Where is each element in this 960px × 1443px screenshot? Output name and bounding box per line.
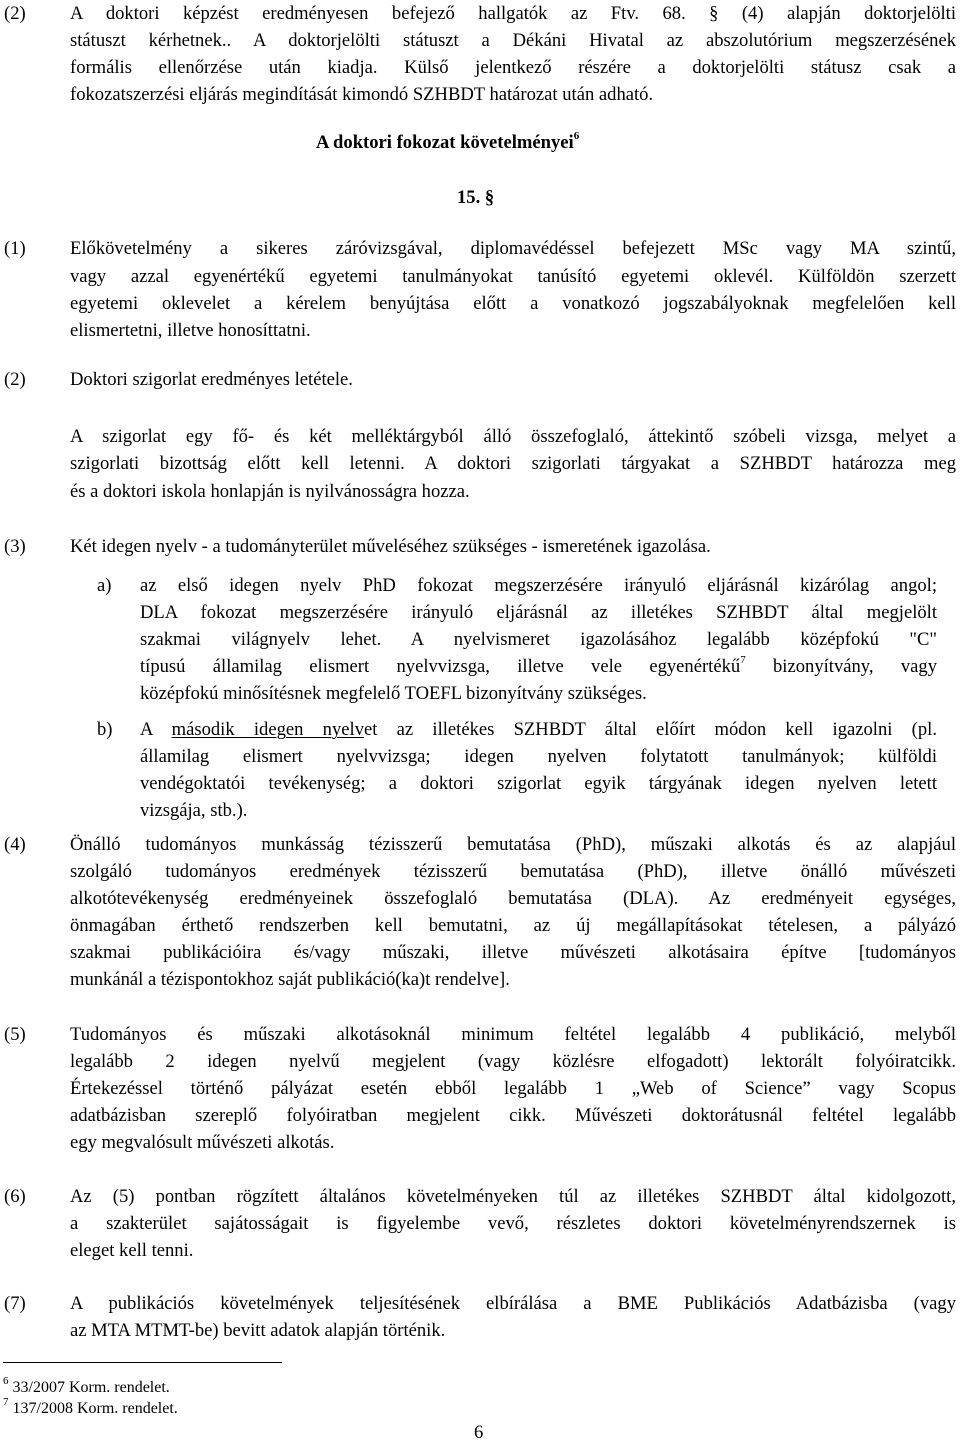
- paragraph-number: (2): [4, 3, 26, 24]
- list-item-line: vendégoktatói tevékenység; a doktori szigorlat egyik tárgyának idegen nyelven letett: [140, 773, 937, 794]
- list-item-line: vizsgája, stb.).: [140, 800, 248, 821]
- footnote-separator: [3, 1362, 282, 1363]
- paragraph-line: Értekezéssel történő pályázat esetén ebből legalább 1 „Web of Science” vagy Scopus: [70, 1078, 956, 1099]
- paragraph-line: és a doktori iskola honlapján is nyilvánosságra hozza.: [70, 481, 470, 502]
- list-item-line: [140, 721, 937, 740]
- paragraph-line: Az (5) pontban rögzített általános követelményeken túl az illetékes SZHBDT által kidolgozott,: [70, 1186, 956, 1207]
- paragraph-line: formális ellenőrzése után kiadja. Külső jelentkező részére a doktorjelölti státusz csak a: [70, 57, 956, 78]
- footnote-marker: 7: [3, 1395, 9, 1408]
- paragraph-line: a szakterület sajátosságait is figyelembe vevő, részletes doktori követelményrendszernek is: [70, 1213, 956, 1234]
- list-item-line: középfokú minősítésnek megfelelő TOEFL bizonyítvány szükséges.: [140, 683, 647, 704]
- paragraph-line: Tudományos és műszaki alkotásoknál minimum feltétel legalább 4 publikáció, melyből: [70, 1024, 956, 1045]
- paragraph-line: szolgáló tudományos eredmények tézisszerű bemutatása (PhD), illetve önálló művészeti: [70, 861, 956, 882]
- list-label: a): [97, 575, 112, 596]
- footnote: [3, 1374, 170, 1396]
- underlined-phrase: második idegen nyelv: [171, 719, 364, 740]
- paragraph-line: legalább 2 idegen nyelvű megjelent (vagy közlésre elfogadott) lektorált folyóiratcikk.: [70, 1051, 956, 1072]
- paragraph-line: elismertetni, illetve honosíttatni.: [70, 320, 311, 341]
- footnote-ref: 6: [573, 129, 580, 142]
- paragraph-line: vagy azzal egyenértékű egyetemi tanulmányokat tanúsító egyetemi oklevél. Külföldön szerzett: [70, 266, 956, 287]
- line-segment: A: [140, 719, 172, 740]
- paragraph-line: önmagában érthető rendszerben kell bemutatni, az új megállapításokat tételesen, a pályázó: [70, 915, 956, 936]
- paragraph-number: (1): [4, 238, 26, 259]
- paragraph-number: (4): [4, 834, 26, 855]
- paragraph-line: Önálló tudományos munkásság tézisszerű bemutatása (PhD), műszaki alkotás és az alapjául: [70, 834, 956, 855]
- paragraph-number: (5): [4, 1024, 26, 1045]
- footnote: [3, 1395, 178, 1417]
- footnote-marker: 6: [3, 1374, 9, 1387]
- section-heading: [316, 129, 580, 153]
- paragraph-line: státuszt kérhetnek.. A doktorjelölti státuszt a Dékáni Hivatal az abszolutórium megszerzésének: [70, 30, 956, 51]
- paragraph-line: A szigorlat egy fő- és két melléktárgyból álló összefoglaló, áttekintő szóbeli vizsga, melyet a: [70, 426, 956, 447]
- heading-text: A doktori fokozat követelményei: [316, 132, 574, 153]
- section-number: 15. §: [457, 187, 495, 208]
- paragraph-line: fokozatszerzési eljárás megindítását kimondó SZHBDT határozat után adható.: [70, 84, 654, 105]
- paragraph-line: szakmai publikációira és/vagy műszaki, illetve művészeti alkotásaira építve [tudományos: [70, 942, 956, 963]
- paragraph-line: munkánál a tézispontokhoz saját publikáció(ka)t rendelve].: [70, 969, 510, 990]
- paragraph-line: eleget kell tenni.: [70, 1240, 194, 1261]
- paragraph-line: Doktori szigorlat eredményes letétele.: [70, 369, 353, 390]
- list-item-line: az első idegen nyelv PhD fokozat megszerzésére irányuló eljárásnál kizárólag angol;: [140, 575, 937, 596]
- list-item-line: DLA fokozat megszerzésére irányuló eljárásnál az illetékes SZHBDT által megjelölt: [140, 602, 937, 623]
- paragraph-number: (6): [4, 1186, 26, 1207]
- line-segment: típusú államilag elismert nyelvvizsga, illetve vele egyenértékű: [140, 656, 741, 677]
- footnote-ref: 7: [740, 653, 746, 666]
- paragraph-line: egy megvalósult művészeti alkotás.: [70, 1132, 335, 1153]
- page-number: 6: [474, 1422, 484, 1443]
- paragraph-line: A publikációs követelmények teljesítésének elbírálása a BME Publikációs Adatbázisba (vagy: [70, 1293, 956, 1314]
- paragraph-line: szigorlati bizottság előtt kell letenni. A doktori szigorlati tárgyakat a SZHBDT határozza meg: [70, 453, 956, 474]
- paragraph-line: az MTA MTMT-be) bevitt adatok alapján történik.: [70, 1320, 446, 1341]
- line-segment: bizonyítvány, vagy: [745, 656, 937, 677]
- paragraph-line: alkotótevékenység eredményeinek összefoglaló bemutatása (DLA). Az eredményeit egységes,: [70, 888, 956, 909]
- line-segment: et az illetékes SZHBDT által előírt módon kell igazolni (pl.: [364, 719, 937, 740]
- paragraph-number: (7): [4, 1293, 26, 1314]
- paragraph-number: (3): [4, 536, 26, 557]
- list-label: b): [97, 719, 113, 740]
- paragraph-line: A doktori képzést eredményesen befejező hallgatók az Ftv. 68. § (4) alapján doktorjelölti: [70, 3, 956, 24]
- paragraph-number: (2): [4, 369, 26, 390]
- footnote-text: 137/2008 Korm. rendelet.: [12, 1400, 178, 1417]
- list-item-line: államilag elismert nyelvvizsga; idegen nyelven folytatott tanulmányok; külföldi: [140, 746, 937, 767]
- footnote-text: 33/2007 Korm. rendelet.: [12, 1379, 170, 1396]
- paragraph-line: adatbázisban szereplő folyóiratban megjelent cikk. Művészeti doktorátusnál feltétel legalább: [70, 1105, 956, 1126]
- paragraph-line: Előkövetelmény a sikeres záróvizsgával, diplomavédéssel befejezett MSc vagy MA szintű,: [70, 238, 956, 259]
- list-item-line: szakmai világnyelv lehet. A nyelvismeret igazolásához legalább középfokú "C": [140, 629, 937, 650]
- paragraph-line: Két idegen nyelv - a tudományterület műveléséhez szükséges - ismeretének igazolása.: [70, 536, 711, 557]
- list-item-line: [140, 653, 937, 677]
- paragraph-line: egyetemi oklevelet a kérelem benyújtása előtt a vonatkozó jogszabályoknak megfelelően kell: [70, 293, 956, 314]
